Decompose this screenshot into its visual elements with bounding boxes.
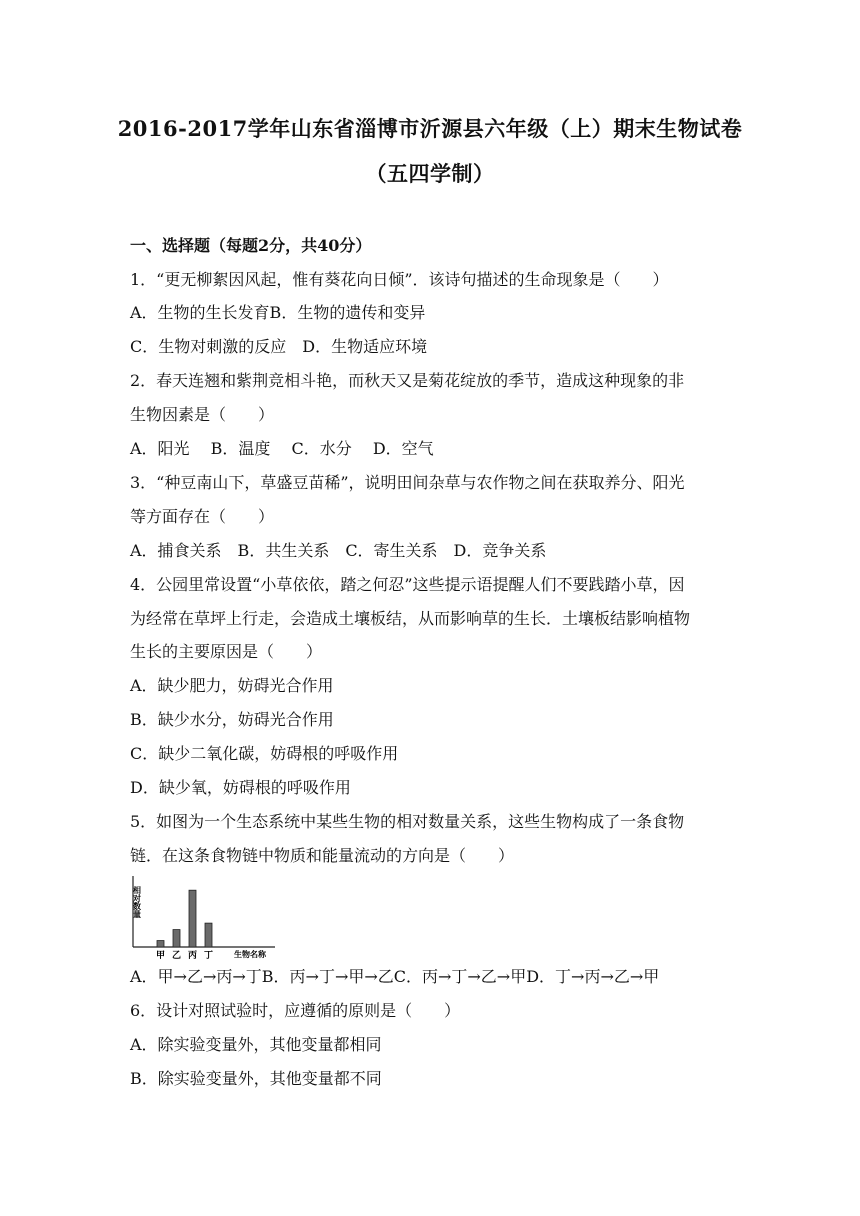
bar-3 bbox=[189, 890, 196, 947]
question-1: 1．“更无柳絮因风起，惟有葵花向日倾”．该诗句描述的生命现象是（ ） bbox=[130, 270, 669, 289]
question-3-line1: 3．“种豆南山下，草盛豆苗稀”，说明田间杂草与农作物之间在获取养分、阳光 bbox=[130, 473, 685, 492]
question-5-line1: 5．如图为一个生态系统中某些生物的相对数量关系，这些生物构成了一条食物 bbox=[130, 812, 685, 831]
food-chain-bar-chart bbox=[128, 873, 288, 967]
question-5-options: A．甲→乙→丙→丁B．丙→丁→甲→乙C．丙→丁→乙→甲D．丁→丙→乙→甲 bbox=[130, 967, 660, 986]
question-3-line2: 等方面存在（ ） bbox=[130, 507, 275, 526]
section-heading: 一、选择题（每题2分，共40分） bbox=[130, 236, 372, 255]
paper-subtitle: （五四学制） bbox=[365, 161, 495, 186]
bar-4 bbox=[205, 923, 212, 947]
question-4-option-b: B．缺少水分，妨碍光合作用 bbox=[130, 710, 334, 729]
bar-2 bbox=[173, 930, 180, 947]
question-6-option-a: A．除实验变量外，其他变量都相同 bbox=[130, 1035, 382, 1054]
question-4-option-d: D．缺少氧，妨碍根的呼吸作用 bbox=[130, 778, 351, 797]
question-2-line2: 生物因素是（ ） bbox=[130, 405, 275, 424]
question-6: 6．设计对照试验时，应遵循的原则是（ ） bbox=[130, 1001, 461, 1020]
x-axis-label: 生物名称 bbox=[234, 950, 266, 959]
x-tick-label: 丁 bbox=[203, 951, 214, 961]
question-2-options: A．阳光 B．温度 C．水分 D．空气 bbox=[130, 439, 434, 458]
x-tick-label: 丙 bbox=[187, 951, 198, 961]
question-1-options-cd: C．生物对刺激的反应 D．生物适应环境 bbox=[130, 337, 428, 356]
question-1-options-ab: A．生物的生长发育B．生物的遗传和变异 bbox=[130, 303, 426, 322]
bar-1 bbox=[157, 941, 164, 947]
x-tick-label: 乙 bbox=[171, 951, 182, 961]
question-5-line2: 链．在这条食物链中物质和能量流动的方向是（ ） bbox=[130, 846, 515, 865]
question-4-line3: 生长的主要原因是（ ） bbox=[130, 642, 323, 661]
bar-chart-svg bbox=[128, 873, 288, 963]
y-axis-label: 相对数量 bbox=[132, 886, 142, 918]
question-6-option-b: B．除实验变量外，其他变量都不同 bbox=[130, 1069, 382, 1088]
question-4-option-a: A．缺少肥力，妨碍光合作用 bbox=[130, 676, 334, 695]
x-tick-label: 甲 bbox=[155, 951, 166, 961]
paper-title: 2016-2017学年山东省淄博市沂源县六年级（上）期末生物试卷 bbox=[117, 116, 743, 141]
question-4-line2: 为经常在草坪上行走，会造成土壤板结，从而影响草的生长．土壤板结影响植物 bbox=[130, 609, 691, 628]
question-4-line1: 4．公园里常设置“小草依依，踏之何忍”这些提示语提醒人们不要践踏小草，因 bbox=[130, 575, 685, 594]
question-3-options: A．捕食关系 B．共生关系 C．寄生关系 D．竞争关系 bbox=[130, 541, 547, 560]
question-4-option-c: C．缺少二氧化碳，妨碍根的呼吸作用 bbox=[130, 744, 399, 763]
question-2-line1: 2．春天连翘和紫荆竞相斗艳，而秋天又是菊花绽放的季节，造成这种现象的非 bbox=[130, 371, 685, 390]
